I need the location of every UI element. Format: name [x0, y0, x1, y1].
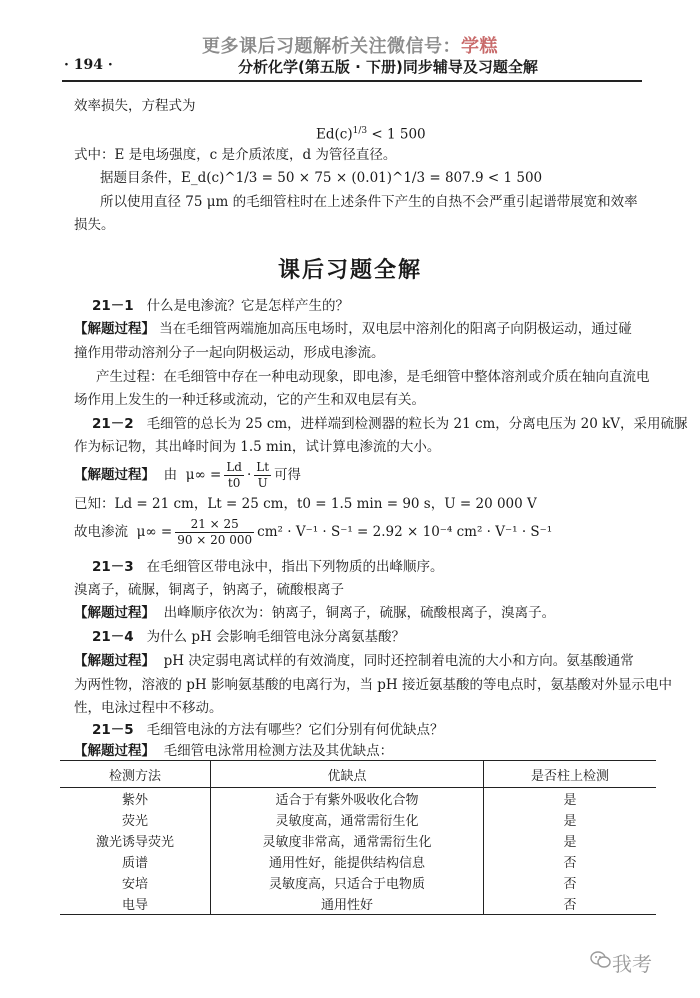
table-row: 紫外 适合于有紫外吸收化合物 是 — [60, 788, 656, 810]
answer-21-3: 【解题过程】 出峰顺序依次为：钠离子，铜离子，硫脲，硫酸根离子，溴离子。 — [74, 605, 556, 621]
watermark-text: 我考 — [612, 952, 652, 976]
banner-text: 更多课后习题解析关注微信号： — [202, 36, 461, 57]
page-number: · 194 · — [64, 57, 113, 73]
header-divider — [62, 80, 642, 82]
table-header-row — [60, 761, 656, 788]
answer-21-1-b: 撞作用带动溶剂分子一起向阴极运动，形成电渗流。 — [74, 345, 385, 361]
intro-line-3: 据题目条件，E_d(c)^1/3 = 50 × 75 × (0.01)^1/3 = 807.9 < 1 500 — [100, 170, 543, 186]
intro-equation: $Ed(c)^{1/3} < 1$ 500 — [316, 126, 426, 143]
formula-mobility: 【解题过程】 由 μ∞ = $\frac{Ld}{t0}$ · $\frac{Lt}{U}$ 可得 — [74, 460, 302, 490]
wechat-logo-icon — [590, 950, 612, 970]
section-title: 课后习题全解 — [277, 258, 422, 283]
book-title: 分析化学(第五版 · 下册)同步辅导及习题全解 — [238, 58, 538, 76]
table-row: 荧光 灵敏度高，通常需衍生化 是 — [60, 809, 656, 830]
answer-21-1-a: 【解题过程】 当在毛细管两端施加高压电场时，双电层中溶剂化的阳离子向阴极运动，通过碰 — [74, 321, 632, 337]
answer-21-5: 【解题过程】 毛细管电泳常用检测方法及其优缺点： — [74, 743, 394, 759]
given-values: 已知：Ld = 21 cm，Lt = 25 cm，t0 = 1.5 min = 90 s，U = 20 000 V — [74, 496, 537, 512]
question-21-5: 21－5 毛细管电泳的方法有哪些？它们分别有何优缺点？ — [92, 722, 444, 738]
answer-21-4-b: 为两性物，溶液的 pH 影响氨基酸的电离行为，当 pH 接近氨基酸的等电点时，氨基酸对外显示电中 — [74, 677, 672, 693]
table-row: 电导 通用性好 否 — [60, 893, 656, 915]
header-pros-cons: 优缺点 — [211, 761, 484, 788]
table-row: 激光诱导荧光 灵敏度非常高，通常需衍生化 是 — [60, 830, 656, 851]
header-on-column: 是否柱上检测 — [484, 761, 657, 788]
question-21-2-a: 21－2 毛细管的总长为 25 cm，进样端到检测器的粒长为 21 cm，分离电压为 20 kV，采用硫脲 — [92, 416, 688, 432]
table-row: 安培 灵敏度高，只适合于电物质 否 — [60, 872, 656, 893]
question-21-2-b: 作为标记物，其出峰时间为 1.5 min，试计算电渗流的大小。 — [74, 439, 441, 455]
answer-21-1-c: 产生过程：在毛细管中存在一种电动现象，即电渗，是毛细管中整体溶剂或介质在轴向直流电 — [96, 369, 650, 385]
question-21-4: 21－4 为什么 pH 会影响毛细管电泳分离氨基酸？ — [92, 629, 406, 645]
banner-highlight: 学糕 — [461, 36, 498, 57]
result-mobility: 故电渗流 μ∞ = $\frac{21 \times 25}{90 \times 20 000}$ cm² · V⁻¹ · S⁻¹ = 2.92 × 10⁻⁴ cm² · V⁻¹ · S⁻¹ — [74, 517, 553, 547]
question-21-3: 21－3 在毛细管区带电泳中，指出下列物质的出峰顺序。 — [92, 559, 444, 575]
promo-banner — [0, 32, 700, 58]
header-method: 检测方法 — [60, 761, 211, 788]
detection-methods-table — [60, 760, 656, 915]
answer-21-4-a: 【解题过程】 pH 决定弱电离试样的有效淌度，同时还控制着电流的大小和方向。氨基酸通常 — [74, 653, 634, 669]
intro-line-4a: 所以使用直径 75 μm 的毛细管柱时在上述条件下产生的自热不会严重引起谱带展宽和效率 — [100, 194, 638, 210]
question-21-1: 21－1 什么是电渗流？它是怎样产生的？ — [92, 298, 350, 314]
answer-21-4-c: 性，电泳过程中不移动。 — [74, 700, 223, 716]
intro-line-4b: 损失。 — [74, 217, 115, 233]
intro-line-1: 效率损失，方程式为 — [74, 98, 196, 114]
intro-line-2: 式中：E 是电场强度，c 是介质浓度，d 为管径直径。 — [74, 147, 397, 163]
table-row: 质谱 通用性好，能提供结构信息 否 — [60, 851, 656, 872]
answer-21-1-d: 场作用上发生的一种迁移或流动，它的产生和双电层有关。 — [74, 392, 425, 408]
substance-list: 溴离子，硫脲，铜离子，钠离子，硫酸根离子 — [74, 582, 344, 598]
